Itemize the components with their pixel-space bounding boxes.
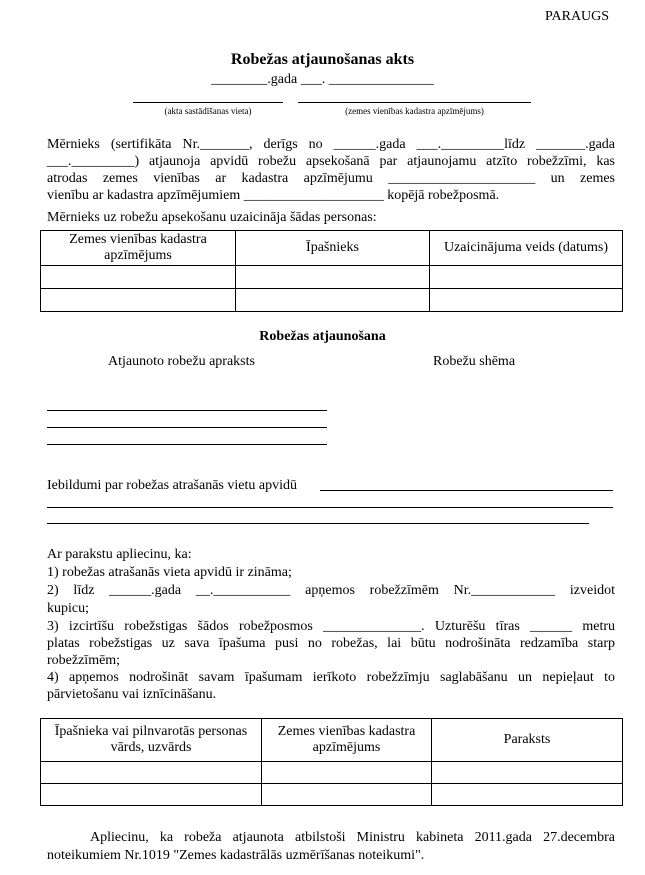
sign-header-cadastre: Zemes vienības kadastra apzīmējums — [262, 719, 432, 762]
table-cell[interactable] — [41, 266, 236, 289]
table-row — [41, 784, 623, 806]
scheme-label: Robežu shēma — [433, 354, 516, 369]
table-cell[interactable] — [41, 784, 262, 806]
objections-line-0[interactable] — [320, 490, 613, 491]
cadastre-caption: (zemes vienības kadastra apzīmējums) — [345, 106, 484, 116]
intro-line-1: Mērnieks (sertifikāta Nr._______, derīgs no ______.gada ___._________līdz _______.gada — [47, 137, 615, 152]
date-line: ________.gada ___. _______________ — [211, 72, 434, 87]
certify-item-4-line-2: pārvietošanu vai iznīcināšanu. — [47, 687, 217, 702]
invite-header-cadastre: Zemes vienības kadastra apzīmējums — [41, 231, 236, 266]
table-cell[interactable] — [430, 289, 623, 312]
document-title: Robežas atjaunošanas akts — [230, 51, 415, 68]
sign-header-name: Īpašnieka vai pilnvarotās personas vārds, uzvārds — [41, 719, 262, 762]
invite-header-type: Uzaicinājuma veids (datums) — [430, 231, 623, 266]
certify-item-3-line-2: platas robežstigas uz sava īpašuma pusi no robežas, lai būtu nodrošināta redzamība starp — [47, 636, 615, 651]
table-cell[interactable] — [432, 784, 623, 806]
table-cell[interactable] — [432, 762, 623, 784]
intro-line-2: ___._________) atjaunoja apvidū robežu apsekošanā par atjaunojamu atzīto robežzīmi, kas — [47, 154, 615, 169]
table-cell[interactable] — [262, 784, 432, 806]
sign-header-signature: Paraksts — [432, 719, 623, 762]
certify-item-4-line-1: 4) apņemos nodrošināt savam īpašumam ierīkoto robežzīmju saglabāšanu un nepieļaut to — [47, 670, 615, 685]
footer-line-1: Apliecinu, ka robeža atjaunota atbilstoši Ministru kabineta 2011.gada 27.decembra — [90, 830, 615, 845]
certify-intro: Ar parakstu apliecinu, ka: — [47, 547, 192, 562]
description-label: Atjaunoto robežu apraksts — [108, 354, 255, 369]
objections-line-2[interactable] — [47, 523, 589, 524]
table-cell[interactable] — [236, 289, 430, 312]
place-caption: (akta sastādīšanas vieta) — [164, 106, 252, 116]
certify-item-1: 1) robežas atrašanās vieta apvidū ir zināma; — [47, 565, 292, 580]
table-cell[interactable] — [262, 762, 432, 784]
sample-badge: PARAUGS — [545, 9, 610, 24]
table-cell[interactable] — [41, 289, 236, 312]
description-line-3[interactable] — [47, 444, 327, 445]
invite-table — [40, 230, 623, 312]
certify-item-2-line-1: 2) līdz ______.gada __.___________ apņemos robežzīmēm Nr.____________ izveidot — [47, 583, 615, 598]
place-line — [133, 102, 283, 103]
table-row — [41, 289, 623, 312]
cadastre-line — [298, 102, 531, 103]
objections-label: Iebildumi par robežas atrašanās vietu apvidū — [47, 478, 297, 493]
intro-line-3: atrodas zemes vienības ar kadastra apzīmējumu _____________________ un zemes — [47, 171, 615, 186]
invite-header-owner: Īpašnieks — [236, 231, 430, 266]
certify-item-3-line-1: 3) izcirtīšu robežstigas šādos robežposmos ______________. Uzturēšu tīras ______ metru — [47, 619, 615, 634]
table-cell[interactable] — [430, 266, 623, 289]
invite-heading: Mērnieks uz robežu apsekošanu uzaicināja šādas personas: — [47, 210, 377, 225]
signature-table — [40, 718, 623, 806]
table-cell[interactable] — [236, 266, 430, 289]
description-line-1[interactable] — [47, 410, 327, 411]
table-cell[interactable] — [41, 762, 262, 784]
certify-item-3-line-3: robežzīmēm; — [47, 653, 121, 668]
intro-line-4: vienību ar kadastra apzīmējumiem ____________________ kopējā robežposmā. — [47, 188, 500, 203]
description-line-2[interactable] — [47, 427, 327, 428]
objections-line-1[interactable] — [47, 507, 613, 508]
table-row — [41, 762, 623, 784]
footer-line-2: noteikumiem Nr.1019 "Zemes kadastrālās uzmērīšanas noteikumi". — [47, 848, 425, 863]
certify-item-2-line-2: kupicu; — [47, 601, 89, 616]
table-row — [41, 266, 623, 289]
restoration-title: Robežas atjaunošana — [259, 329, 386, 344]
